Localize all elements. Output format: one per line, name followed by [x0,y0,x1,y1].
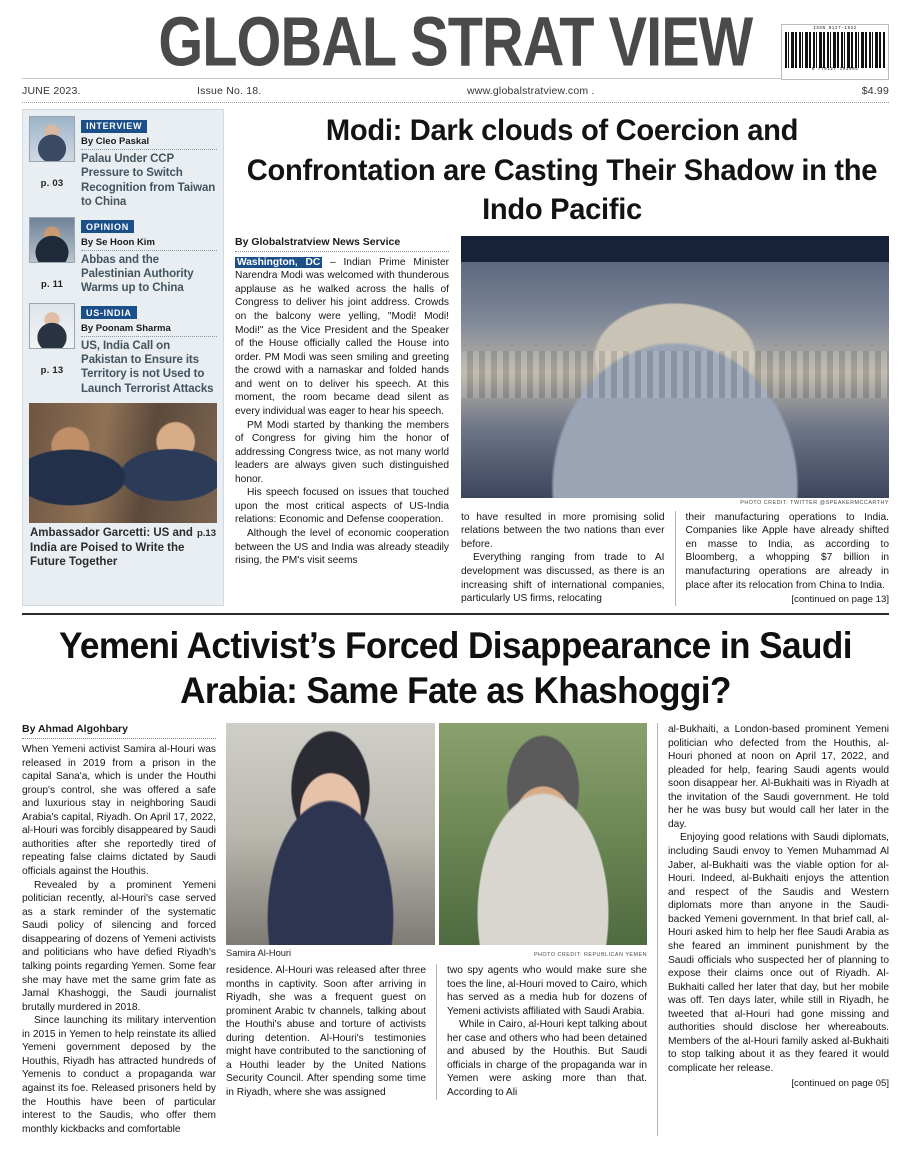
teaser-page: p. 13 [40,364,64,376]
lead-photo-credit: PHOTO CREDIT: TWITTER @SPEAKERMCCARTHY [740,499,889,506]
teaser-page: p. 11 [40,278,64,290]
teaser-headline[interactable]: US, India Call on Pakistan to Ensure its Territory is not Used to Launch Terrorist Attacks [81,339,214,395]
lead-para-7: their manufacturing operations to India. Companies like Apple have already shifted en masse to India, as according to Bloomberg, a whopping $7 billion in manufacturing operations are already in place after its relocation from China to India. [685,511,889,591]
lead-para-4: Although the level of economic cooperation between the US and India was already steadily rising, the PM's visit seems [235,528,449,567]
lead-text-col2 [461,511,665,606]
teaser-byline: By Poonam Sharma [81,323,217,337]
author-photo [29,303,75,349]
secondary-text-col1 [22,743,216,1136]
sidebar-feature-caption[interactable] [29,523,217,569]
secondary-caption-row [226,948,647,958]
sidebar-feature-text: Ambassador Garcetti: US and India are Poised to Write the Future Together [30,527,193,568]
lead-article [224,109,889,606]
secondary-article [22,623,889,1137]
issue-date: JUNE 2023. [22,84,81,97]
section-tag: US-INDIA [81,306,137,319]
secondary-text-col3 [447,964,647,1100]
teaser-text [81,217,217,296]
secondary-lower-columns [226,964,647,1100]
section-divider [22,613,889,615]
teaser-thumb-wrap [29,303,75,397]
secondary-headline[interactable]: Yemeni Activist’s Forced Disappearance in Saudi Arabia: Same Fate as Khashoggi? [58,624,853,711]
lead-article-body [235,236,889,606]
sec-para-4: residence. Al-Houri was released after three months in captivity. Soon after arriving in Riyadh, she was a frequent guest on prominent Arabic tv channels, talking about the Houthi's abuse and torture of activists during detention. Al-Houri's testimonies might have contributed to the sanctioning of a Houthi leader by the United Nations Security Council. After spending some time in Riyadh, where she was assigned [226,964,426,1099]
teaser-byline: By Se Hoon Kim [81,237,217,251]
lead-text-col3 [686,511,890,592]
sec-para-3: Since launching its military intervention in 2015 in Yemen to help reinstate its allied Yemeni government deposed by the Houthis, Riyadh has attracted hundreds of Yemenis to conduct a propaganda war against its foe. Released prisoners held by the Houthis have been of particular interest to the Saudis, who offer them monthly kickbacks and comfortable [22,1015,216,1135]
sec-para-5: two spy agents who would make sure she toes the line, al-Houri moved to Cairo, which has served as a media hub for dozens of Yemeni activists affiliated with Saudi Arabia. [447,964,647,1017]
sidebar-item-us-india[interactable] [29,303,217,397]
teaser-byline: By Cleo Paskal [81,136,217,150]
publication-title: GLOBAL STRAT VIEW [158,3,753,81]
barcode-number: 9 770127 193005 [811,68,859,72]
sidebar-feature-page: p.13 [196,528,216,540]
lead-para-2: PM Modi started by thanking the members of Congress for giving him the honor of addressing Congress twice, as not many world leaders are always given such distinguished honor. [235,419,449,485]
section-tag: OPINION [81,220,134,233]
secondary-column-4 [657,723,889,1136]
secondary-column-3 [436,964,647,1100]
sidebar-teasers [22,109,224,606]
samira-al-houri-photo [226,723,435,945]
barcode [781,24,889,80]
lead-lower-columns [461,511,889,606]
secondary-text-col2 [226,964,426,1100]
sec-para-7: al-Bukhaiti, a London-based prominent Yemeni politician who defected from the Houthis, al-Houri phoned at noon on April 17, 2022, and pleaded for help, fearing Saudi agents would soon disappear her. Al-Bukhaiti was in Riyadh at the invitation of the Saudi government. He told her he was busy but would call her later in the day. [668,723,889,830]
lead-column-1 [235,236,459,606]
author-photo [29,116,75,162]
lead-column-3 [675,511,890,606]
author-photo [29,217,75,263]
lead-para-5: to have resulted in more promising solid relations between the two nations than ever before. [461,511,665,550]
secondary-byline: By Ahmad Algohbary [22,723,216,739]
teaser-text [81,303,217,397]
dateline: Washington, DC [237,256,321,268]
website-url[interactable]: www.globalstratview.com . [467,84,595,97]
sec-para-8: Enjoying good relations with Saudi diplomats, including Saudi envoy to Yemen Muhammad Al Jaber, al-Bukhaiti was the viable option for al-Houri. Indeed, al-Bukhaiti enjoys the attention and respect of the Saudis and Western diplomats more than anyone in the Saudi-backed Yemeni government. In that brief call, al-Houri asked him to help her flee Saudi Arabia as she feared an imminent punishment by the Saudi officials who suspected her of planning to expose their claims once out of Riyadh. Al-Bukhaiti called her later that day, but her mobile was off. Ten days later, while still in Riyadh, he tweeted that al-Houri had gone missing and authorities should disclose her whereabouts. Members of the al-Houri family asked al-Bukhaiti to stop talking about it as they feared it would complicate her release. [668,832,889,1075]
sidebar-item-opinion[interactable] [29,217,217,296]
top-section [22,109,889,606]
secondary-column-1 [22,723,216,1136]
lead-headline[interactable]: Modi: Dark clouds of Coercion and Confrontation are Casting Their Shadow in the Indo Pacific [246,114,878,227]
secondary-center-block [216,723,657,1136]
sec-para-1: When Yemeni activist Samira al-Houri was released in 2019 from a prison in the capital Sana'a, which is under the Houthi group's control, she was offered a safe and luxurious stay in neighboring Saudi Arabia's capital, Riyadh. On April 17, 2022, al-Houri was forcibly disappeared by Saudi authorities after she reportedly tired of repeating false claims dictated by Saudi officials against the Houthis. [22,743,216,878]
secondary-column-2 [226,964,426,1100]
lead-text-col1 [235,256,449,568]
lead-byline: By Globalstratview News Service [235,236,449,252]
secondary-photo-credit: PHOTO CREDIT: REPUBLICAN YEMEN [533,951,647,958]
lead-continued-note[interactable]: [continued on page 13] [791,594,889,606]
secondary-article-body [22,723,889,1136]
teaser-page: p. 03 [40,178,64,189]
issue-price: $4.99 [861,84,889,97]
congress-photo [461,236,889,498]
teaser-headline[interactable]: Abbas and the Palestinian Authority Warms up to China [81,253,194,295]
secondary-photo-pair [226,723,647,945]
lead-para-6: Everything ranging from trade to AI development was discussed, as there is an increasing shift of international companies, particularly US firms, relocating [461,552,665,605]
barcode-issn: ISSN 0127-1932 [813,27,857,31]
al-bukhaiti-photo [439,723,648,945]
teaser-thumb-wrap [29,116,75,210]
lead-column-2 [461,511,665,606]
teaser-text [81,116,217,210]
barcode-bars [785,32,885,68]
lead-para-3: His speech focused on issues that touched upon the most critical aspects of US-India relations: Economic and Defense cooperation. [235,487,449,526]
secondary-continued-note[interactable]: [continued on page 05] [791,1077,889,1089]
sec-para-2: Revealed by a prominent Yemeni politician recently, al-Houri's case served as a stark reminder of the systematic Saudi policy of silencing and forced disappearing of dozens of Yemeni activists and politicians who have defied Riyadh's talking points regarding Yemen. Some fear she may have met the same grim fate as Jamal Khashoggi, the Saudi journalist brutally murdered in 2018. [22,879,216,1013]
section-tag: INTERVIEW [81,120,147,133]
secondary-photo-caption: Samira Al-Houri [226,947,292,958]
lead-para-1: – Indian Prime Minister Narendra Modi was welcomed with thunderous applause as he walked across the halls of Congress to deliver his joint address. Crowds on the balcony were yelling, "Modi! Modi! Modi!" as the Vice President and the Speaker of the House officially called the House into order. PM Modi was seen smiling and greeting the crowd with a namaskar and folded hands and went on to deliver his speech. At this moment, the room became dead silent as every individual was eager to hear his speech. [235,256,450,417]
masthead [0,0,911,81]
teaser-headline[interactable]: Palau Under CCP Pressure to Switch Recognition from Taiwan to China [81,153,216,209]
lead-right-block [459,236,889,606]
sidebar-feature-photo [29,403,217,523]
teaser-thumb-wrap [29,217,75,296]
sec-para-6: While in Cairo, al-Houri kept talking about her case and others who had been detained and abused by the Houthis. But Saudi officials in charge of the propaganda war in Yemen were asking more than that. According to Ali [447,1019,647,1099]
sidebar-item-interview[interactable] [29,116,217,210]
secondary-text-col4 [668,723,889,1076]
issue-number: Issue No. 18. [197,84,262,97]
